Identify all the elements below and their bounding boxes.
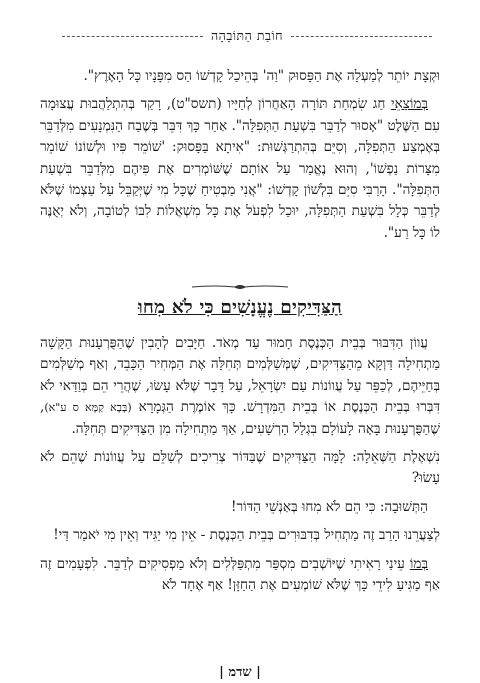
section-heading-text: הַצַּדִּיקִים נֶעֱנָשִׁים כִּי לֹא מִחוּ	[137, 297, 342, 318]
paragraph-question: נִשְׁאֶלֶת הַשְּׁאֵלָה: לָמָּה הַצַּדִּיקִים שֶׁבַּדּוֹר צְרִיכִים לְשַׁלֵּם עַל עֲווֹנוֹת שֶׁהֵם לֹא עָשׂוּ?	[40, 449, 440, 487]
paragraph-body: עֵינַי רָאִיתִי שֶׁיּוֹשְׁבִים מִסְפַּר מִתְפַּלְּלִים וְלֹא מַפְסִיקִים לְדַבֵּר. לִפְעָמִים זֶה אַף מַגִּיעַ לִידֵי כָּךְ שֶׁלֹּא שׁוֹמְעִים אֶת הַחַזָּן! אַף אֶחָד לֹא	[40, 555, 440, 594]
page-number: | שדמ |	[219, 665, 261, 680]
header-title: חוֹבַת הַתּוֹבָהָה	[210, 28, 284, 43]
paragraph-simchat-torah	[40, 94, 440, 244]
paragraph-body: חַג שִׂמְחַת תּוֹרָה הָאַחֲרוֹן לְחַיָּיו (תשס"ט), רָקַד בְּהִתְלַהֲבוּת עֲצוּמָה עִם הַשֶּׁלֶט "אָסוּר לְדַבֵּר בִּשְׁעַת הַתְּפִלָּה". אַחַר כָּךְ דִּבֵּר בְּשֶׁבַח הַנִּמְנָעִים מִלְּדַבֵּר בְּאֶמְצַע הַתְּפִלָּה, וְסִיֵּם בְּהִתְרַגְּשׁוּת: "אִיתָא בַּפָּסוּק: 'שׁוֹמֵר פִּיו וּלְשׁוֹנוֹ שׁוֹמֵר מִצָּרוֹת נַפְשׁוֹ', וְהוּא נֶאֱמַר עַל אוֹתָם שֶׁשּׁוֹמְרִים אֶת פִּיהֶם מִלְּדַבֵּר בִּשְׁעַת הַתְּפִלָּה". הָרַבִּי סִיֵּם בִּלְשׁוֹן קָדְשׁוֹ: "אֲנִי מַבְטִיחַ שֶׁכָּל מִי שֶׁיְּקַבֵּל עַל עַצְמוֹ שֶׁלֹּא לְדַבֵּר כְּלָל בִּשְׁעַת הַתְּפִלָּה, יוּכַל לִפְעֹל אֶת כָּל מִשְׁאֲלוֹת לִבּוֹ לְטוֹבָה, וְלֹא יְאֻנֶּה לוֹ כָּל רַע".	[40, 96, 440, 241]
paragraph-witness	[40, 554, 440, 597]
paragraph-answer: הַתְּשׁוּבָה: כִּי הֵם לֹא מִחוּ בְּאַנְשֵׁי הַדּוֹר!	[231, 498, 428, 515]
paragraph-body-end: , שֶׁהַפֻּרְעָנוּת בָּאָה לָעוֹלָם בִּגְלַל הָרְשָׁעִים, אַךְ מַתְחִילָה מִן הַצַּדִּיקִים תְּחִלָּה.	[40, 399, 440, 437]
header-rule-left	[62, 36, 203, 37]
running-header	[62, 28, 432, 44]
source-reference: (בָּבָא קַמָּא ס ע"א)	[44, 401, 132, 415]
paragraph-severity	[40, 333, 440, 440]
section-divider-ornament	[190, 282, 290, 292]
paragraph-lead-word: בְּמוֹצָאֵי	[391, 96, 428, 113]
section-text-block	[40, 333, 440, 603]
paragraph-lead-word: בְּמוֹ	[409, 555, 428, 572]
paragraph-verse: וּקְצָת יוֹתֵר לְמַעְלָה אֶת הַפָּסוּק "וַה' בְּהֵיכַל קָדְשׁוֹ הַס מִפָּנָיו כָּל הָאָרֶץ".	[83, 68, 440, 84]
section-heading	[40, 297, 440, 319]
top-text-block	[40, 66, 440, 251]
paragraph-body: עֲווֹן הַדִּבּוּר בְּבֵית הַכְּנֶסֶת חָמוּר עַד מְאֹד. חַיָּבִים לְהָבִין שֶׁהַפֻּרְעָנוּת הַקָּשָׁה מַתְחִילָה דַּוְקָא מֵהַצַּדִּיקִים, שֶׁמְּשַׁלְּמִים תְּחִלָּה אֶת הַמְּחִיר הַכָּבֵד, וְאַף מְשַׁלְּמִים בְּחַיֵּיהֶם, לְכַפֵּר עַל עֲווֹנוֹת עַם יִשְׂרָאֵל, עַל דָּבָר שֶׁלֹּא עָשׂוּ, שֶׁהֲרֵי הֵם בְּוַדַּאי לֹא דִּבְּרוּ בְּבֵית הַכְּנֶסֶת אוֹ בְּבֵית הַמִּדְרָשׁ. כָּךְ אוֹמֶרֶת הַגְּמָרָא	[40, 335, 440, 416]
paragraph-lament: לְצַעֲרֵנוּ הָרַב זֶה מַתְחִיל בְּדִבּוּרִים בְּבֵית הַכְּנֶסֶת - אֵין מִי יַגִּיד וְאֵין מִי יֹאמַר דַּי!	[53, 527, 440, 544]
header-rule-right	[291, 36, 432, 37]
